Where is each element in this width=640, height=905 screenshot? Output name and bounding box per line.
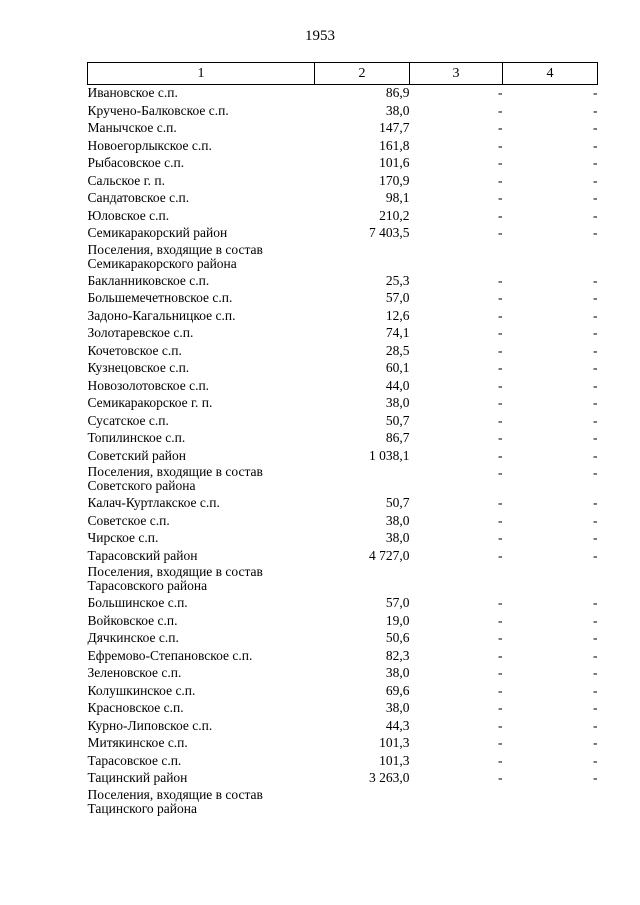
row-col3-cell: -	[498, 225, 503, 240]
table-row	[88, 665, 598, 683]
table-row	[88, 343, 598, 361]
table-row	[88, 565, 598, 595]
table-row	[88, 273, 598, 291]
row-value-cell: 3 263,0	[369, 770, 410, 785]
row-col3-cell: -	[498, 630, 503, 645]
row-name-cell: Тацинский район	[87, 770, 188, 785]
row-value-cell: 210,2	[379, 207, 410, 223]
row-col3-cell: -	[498, 307, 503, 323]
table-row	[88, 788, 598, 818]
row-col3-cell: -	[498, 360, 503, 375]
row-value-cell: 86,9	[385, 85, 410, 100]
row-name-cell: Тарасовский район	[87, 547, 198, 563]
row-col3-cell	[410, 565, 503, 595]
row-value-cell: 57,0	[385, 290, 410, 305]
row-col3-cell: -	[498, 447, 503, 463]
page-number: 1953	[305, 28, 335, 44]
row-value-cell: 1 038,1	[369, 447, 410, 463]
row-col4-cell: -	[593, 307, 598, 323]
table-row	[88, 208, 598, 226]
row-col3-cell: -	[498, 172, 503, 188]
row-name-cell: Новозолотовское с.п.	[87, 377, 210, 393]
row-value-cell: 57,0	[385, 595, 410, 610]
row-value-cell: 60,1	[385, 360, 410, 375]
row-col4-cell: -	[593, 360, 598, 375]
row-col4-cell: -	[593, 717, 598, 733]
row-name-cell: Топилинское с.п.	[87, 430, 186, 445]
row-value-cell	[315, 788, 410, 818]
row-name-cell: Поселения, входящие в состав Тацинского района	[87, 786, 263, 816]
row-col4-cell: -	[593, 137, 598, 153]
row-col3-cell: -	[498, 342, 503, 358]
row-col4-cell: -	[593, 495, 598, 510]
row-name-cell: Манычское с.п.	[87, 120, 177, 135]
row-value-cell: 4 727,0	[369, 547, 410, 563]
table-row	[88, 155, 598, 173]
table-row	[88, 495, 598, 513]
row-value-cell: 170,9	[379, 172, 410, 188]
row-value-cell: 28,5	[385, 342, 410, 358]
row-col3-cell: -	[498, 612, 503, 628]
row-col3-cell: -	[498, 395, 503, 410]
row-name-cell: Кручено-Балковское с.п.	[87, 102, 229, 118]
row-col4-cell: -	[593, 447, 598, 463]
row-col4-cell: -	[593, 395, 598, 410]
row-name-cell: Советское с.п.	[87, 512, 170, 528]
row-col4-cell: -	[593, 700, 598, 715]
row-name-cell: Бакланниковское с.п.	[87, 272, 210, 288]
table-row	[88, 308, 598, 326]
row-name-cell: Задоно-Кагальницкое с.п.	[87, 307, 236, 323]
row-value-cell: 38,0	[385, 395, 410, 410]
row-col4-cell: -	[593, 465, 598, 480]
row-name-cell: Тарасовское с.п.	[87, 752, 182, 768]
row-value-cell: 19,0	[385, 612, 410, 628]
table-row	[88, 700, 598, 718]
row-col4-cell: -	[593, 630, 598, 645]
row-col3-cell: -	[498, 665, 503, 680]
row-name-cell: Поселения, входящие в состав Семикаракорского района	[87, 241, 263, 271]
row-col3-cell: -	[498, 137, 503, 153]
row-value-cell: 44,0	[385, 377, 410, 393]
row-col3-cell: -	[498, 465, 503, 480]
row-col3-cell: -	[498, 770, 503, 785]
row-col3-cell: -	[498, 647, 503, 663]
row-col3-cell: -	[498, 412, 503, 428]
row-col3-cell: -	[498, 595, 503, 610]
row-value-cell: 38,0	[385, 700, 410, 715]
row-value-cell: 38,0	[385, 102, 410, 118]
row-col4-cell: -	[593, 547, 598, 563]
row-col3-cell: -	[498, 495, 503, 510]
table-row	[88, 735, 598, 753]
column-header-3: 3	[410, 63, 503, 85]
row-col4-cell: -	[593, 290, 598, 305]
table-row	[88, 243, 598, 273]
table-row	[88, 683, 598, 701]
row-value-cell: 74,1	[385, 325, 410, 340]
row-col4-cell: -	[593, 682, 598, 698]
table-row	[88, 378, 598, 396]
row-col3-cell: -	[498, 682, 503, 698]
row-name-cell: Зеленовское с.п.	[87, 665, 182, 680]
row-name-cell: Сусатское с.п.	[87, 412, 169, 428]
row-value-cell: 12,6	[385, 307, 410, 323]
row-col4-cell: -	[593, 770, 598, 785]
row-name-cell: Семикаракорский район	[87, 225, 228, 240]
row-name-cell: Ефремово-Степановское с.п.	[87, 647, 253, 663]
row-value-cell: 50,7	[385, 495, 410, 510]
row-name-cell: Поселения, входящие в состав Советского района	[87, 464, 263, 493]
row-col3-cell: -	[498, 272, 503, 288]
column-header-1: 1	[88, 63, 315, 85]
row-value-cell	[315, 565, 410, 595]
table-row	[88, 325, 598, 343]
table-row	[88, 465, 598, 495]
row-name-cell: Юловское с.п.	[87, 207, 170, 223]
row-col4-cell: -	[593, 665, 598, 680]
row-value-cell: 38,0	[385, 530, 410, 545]
row-name-cell: Чирское с.п.	[87, 530, 159, 545]
row-col3-cell	[410, 788, 503, 818]
row-col4-cell: -	[593, 120, 598, 135]
row-name-cell: Кочетовское с.п.	[87, 342, 182, 358]
table-row	[88, 225, 598, 243]
row-name-cell: Калач-Куртлакское с.п.	[87, 495, 220, 510]
table-row	[88, 718, 598, 736]
row-col4-cell: -	[593, 377, 598, 393]
row-col4-cell: -	[593, 342, 598, 358]
row-name-cell: Сандатовское с.п.	[87, 190, 190, 205]
table-row	[88, 360, 598, 378]
row-value-cell: 98,1	[385, 190, 410, 205]
table-row	[88, 430, 598, 448]
row-col4-cell: -	[593, 155, 598, 170]
row-name-cell: Курно-Липовское с.п.	[87, 717, 213, 733]
row-col3-cell: -	[498, 547, 503, 563]
row-name-cell: Сальское г. п.	[87, 172, 166, 188]
row-name-cell: Митякинское с.п.	[87, 735, 188, 750]
table-row	[88, 120, 598, 138]
row-value-cell: 69,6	[385, 682, 410, 698]
row-col3-cell: -	[498, 155, 503, 170]
row-col4-cell: -	[593, 207, 598, 223]
row-name-cell: Рыбасовское с.п.	[87, 155, 185, 170]
row-value-cell: 101,6	[379, 155, 410, 170]
row-value-cell: 50,7	[385, 412, 410, 428]
row-col4-cell: -	[593, 85, 598, 100]
row-name-cell: Большинское с.п.	[87, 595, 188, 610]
row-col3-cell: -	[498, 325, 503, 340]
row-col4-cell: -	[593, 647, 598, 663]
row-col4-cell: -	[593, 190, 598, 205]
table-row	[88, 648, 598, 666]
row-col4-cell: -	[593, 612, 598, 628]
row-col4-cell: -	[593, 272, 598, 288]
row-name-cell: Дячкинское с.п.	[87, 630, 179, 645]
table-row	[88, 103, 598, 121]
row-col4-cell: -	[593, 735, 598, 750]
row-col3-cell	[410, 243, 503, 273]
row-col4-cell	[503, 565, 598, 595]
table-row	[88, 530, 598, 548]
row-value-cell: 147,7	[379, 120, 410, 135]
table-row	[88, 548, 598, 566]
row-value-cell: 101,3	[379, 735, 410, 750]
row-col3-cell: -	[498, 377, 503, 393]
column-header-2: 2	[315, 63, 410, 85]
row-name-cell: Советский район	[87, 447, 186, 463]
row-col4-cell: -	[593, 172, 598, 188]
row-col3-cell: -	[498, 717, 503, 733]
table-row	[88, 173, 598, 191]
row-col3-cell: -	[498, 752, 503, 768]
table-row	[88, 290, 598, 308]
row-col4-cell: -	[593, 595, 598, 610]
table-row	[88, 513, 598, 531]
row-col3-cell: -	[498, 290, 503, 305]
row-col4-cell	[503, 788, 598, 818]
table-row	[88, 595, 598, 613]
row-value-cell: 82,3	[385, 647, 410, 663]
row-col4-cell: -	[593, 325, 598, 340]
row-col4-cell: -	[593, 412, 598, 428]
row-col3-cell: -	[498, 430, 503, 445]
row-value-cell: 86,7	[385, 430, 410, 445]
row-col3-cell: -	[498, 102, 503, 118]
row-value-cell: 38,0	[385, 665, 410, 680]
row-value-cell: 7 403,5	[369, 225, 410, 240]
row-col4-cell: -	[593, 102, 598, 118]
table-row	[88, 413, 598, 431]
row-value-cell	[315, 243, 410, 273]
table-row	[88, 753, 598, 771]
row-col3-cell: -	[498, 700, 503, 715]
row-value-cell	[315, 465, 410, 495]
table-row	[88, 395, 598, 413]
table-row	[88, 138, 598, 156]
table-row	[88, 448, 598, 466]
row-name-cell: Золотаревское с.п.	[87, 325, 194, 340]
row-col3-cell: -	[498, 530, 503, 545]
row-name-cell: Новоегорлыкское с.п.	[87, 137, 212, 153]
table-body	[88, 85, 598, 818]
row-col4-cell: -	[593, 752, 598, 768]
row-col4-cell	[503, 243, 598, 273]
row-col3-cell: -	[498, 512, 503, 528]
row-name-cell: Красновское с.п.	[87, 700, 184, 715]
row-value-cell: 44,3	[385, 717, 410, 733]
row-name-cell: Кузнецовское с.п.	[87, 360, 190, 375]
budget-table	[87, 62, 598, 818]
row-col3-cell: -	[498, 735, 503, 750]
row-value-cell: 161,8	[379, 137, 410, 153]
row-col3-cell: -	[498, 207, 503, 223]
row-name-cell: Колушкинское с.п.	[87, 682, 196, 698]
row-col4-cell: -	[593, 512, 598, 528]
row-col3-cell: -	[498, 190, 503, 205]
row-col4-cell: -	[593, 430, 598, 445]
row-value-cell: 38,0	[385, 512, 410, 528]
table-header-row	[88, 63, 598, 85]
row-name-cell: Семикаракорское г. п.	[87, 395, 213, 410]
row-name-cell: Поселения, входящие в состав Тарасовского района	[87, 564, 263, 593]
table-row	[88, 770, 598, 788]
table-row	[88, 613, 598, 631]
table-row	[88, 190, 598, 208]
row-value-cell: 25,3	[385, 272, 410, 288]
row-col3-cell: -	[498, 120, 503, 135]
row-value-cell: 101,3	[379, 752, 410, 768]
row-col4-cell: -	[593, 530, 598, 545]
row-value-cell: 50,6	[385, 630, 410, 645]
row-col4-cell: -	[593, 225, 598, 240]
row-name-cell: Войковское с.п.	[87, 612, 178, 628]
column-header-4: 4	[503, 63, 598, 85]
table-row	[88, 630, 598, 648]
row-name-cell: Ивановское с.п.	[87, 85, 178, 100]
row-name-cell: Большемечетновское с.п.	[87, 290, 233, 305]
table-row	[88, 85, 598, 103]
row-col3-cell: -	[498, 85, 503, 100]
